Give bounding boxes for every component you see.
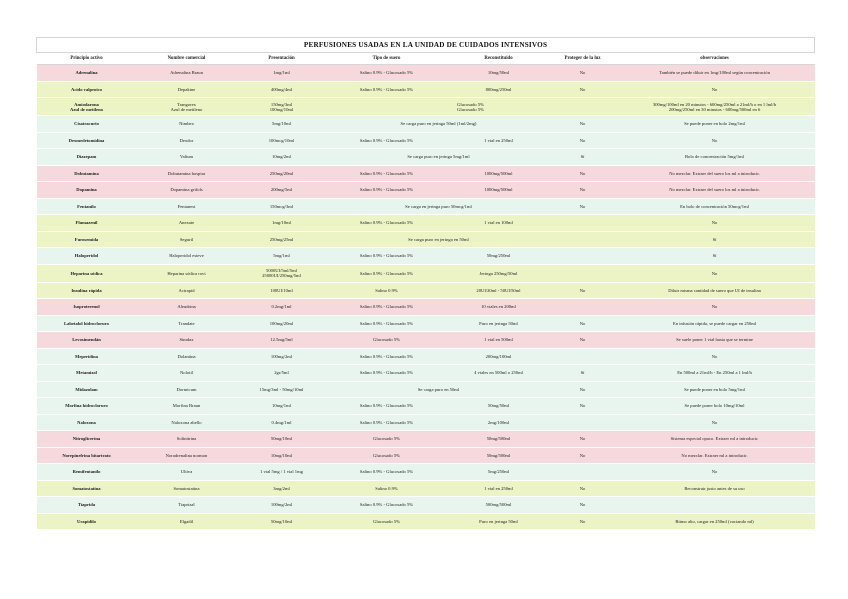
- cell-presentacion: 3mg/2ml: [237, 480, 327, 497]
- cell-proteger-luz: No: [551, 480, 615, 497]
- cell-nombre-comercial: Noradrenalina normon: [137, 447, 237, 464]
- cell-principio-activo: Heparina sódica: [37, 264, 137, 282]
- cell-principio-activo: Tiaprida: [37, 497, 137, 514]
- table-row: [37, 231, 815, 248]
- cell-tipo-suero: Salino 0.9% - Glucosado 5%: [327, 398, 447, 415]
- cell-tipo-suero: Se carga puro en jeringa 5mg/1ml: [327, 149, 551, 166]
- cell-tipo-suero: Salino 0.9% - Glucosado 5%: [327, 215, 447, 232]
- cell-principio-activo: Fentanilo: [37, 198, 137, 215]
- cell-reconstituido: 50mg/50ml: [447, 398, 551, 415]
- cell-presentacion: 250mg/20ml: [237, 165, 327, 182]
- table-row: [37, 65, 815, 82]
- table-row: [37, 365, 815, 382]
- cell-tipo-suero: Salino 0.9% - Glucosado 5%: [327, 464, 447, 481]
- column-header-nombre: Nombre comercial: [137, 53, 237, 65]
- cell-proteger-luz: [551, 299, 615, 316]
- cell-presentacion-line: 150mg/3ml: [270, 101, 293, 107]
- cell-reconstituido: 10mg/50ml: [447, 65, 551, 82]
- cell-observaciones: Ritmo alto, cargar en 250ml (vaciando ml): [615, 513, 815, 530]
- cell-principio-activo: Acido valproico: [37, 81, 137, 98]
- cell-presentacion: 100mcg/10ml: [237, 132, 327, 149]
- cell-proteger-luz: Sí: [551, 365, 615, 382]
- cell-proteger-luz: No: [551, 332, 615, 349]
- cell-observaciones: También se puede diluir en 1mg/100ml según concentración: [615, 65, 815, 82]
- cell-principio-activo: Diazepam: [37, 149, 137, 166]
- cell-presentacion: 10mg/2ml: [237, 149, 327, 166]
- cell-nombre-comercial: Solinitrina: [137, 431, 237, 448]
- cell-proteger-luz: No: [551, 81, 615, 98]
- table-row: [37, 182, 815, 199]
- column-header-reconstituido: Reconstituido: [447, 53, 551, 65]
- cell-principio-activo: Meperidina: [37, 348, 137, 365]
- table-title: PERFUSIONES USADAS EN LA UNIDAD DE CUIDADOS INTENSIVOS: [37, 38, 815, 53]
- cell-proteger-luz: No: [551, 497, 615, 514]
- cell-observaciones: Se puede poner en bolo 5mg/1ml: [615, 381, 815, 398]
- cell-tipo-suero: Se carga puro en jeringa en 50ml: [327, 231, 551, 248]
- table-row: [37, 132, 815, 149]
- cell-nombre-comercial: Dopamina grifols: [137, 182, 237, 199]
- cell-tipo-suero: Salino 0.9% - Glucosado 5%: [327, 365, 447, 382]
- cell-principio-activo: Dopamina: [37, 182, 137, 199]
- cell-nombre-comercial: Somatostatina: [137, 480, 237, 497]
- cell-reconstituido: 1 vial en 250ml: [447, 480, 551, 497]
- cell-reconstituido: Puro en jeringa 50ml: [447, 513, 551, 530]
- column-header-suero: Tipo de suero: [327, 53, 447, 65]
- cell-tipo-suero: Glucosado 5%: [327, 447, 447, 464]
- table-row: [37, 198, 815, 215]
- cell-principio-activo: Adrenalina: [37, 65, 137, 82]
- cell-observaciones: [615, 98, 815, 116]
- cell-principio-activo: Naloxona: [37, 414, 137, 431]
- cell-observaciones: No: [615, 215, 815, 232]
- cell-principio-activo: Insulina rápida: [37, 282, 137, 299]
- cell-nombre-comercial: Actrapid: [137, 282, 237, 299]
- table-row: [37, 81, 815, 98]
- cell-nombre-comercial: Tiaprizal: [137, 497, 237, 514]
- cell-presentacion-line: 5000UI/5ml/5ml: [266, 268, 297, 273]
- cell-principio-activo: Flumazenil: [37, 215, 137, 232]
- table-row: [37, 447, 815, 464]
- cell-tipo-suero: Salino 0.9% - Glucosado 5%: [327, 165, 447, 182]
- cell-tipo-suero: Se carga en jeringa puro 50mcg/1ml: [327, 198, 551, 215]
- table-row: [37, 282, 815, 299]
- cell-reconstituido: 200mg/100ml: [447, 348, 551, 365]
- table-row: [37, 332, 815, 349]
- table-row: [37, 315, 815, 332]
- cell-proteger-luz: No: [551, 116, 615, 133]
- cell-proteger-luz: No: [551, 65, 615, 82]
- cell-proteger-luz: No: [551, 132, 615, 149]
- cell-proteger-luz: No: [551, 447, 615, 464]
- table-row: [37, 398, 815, 415]
- table-row: [37, 497, 815, 514]
- cell-presentacion: 200mg/5ml: [237, 182, 327, 199]
- table-row: [37, 513, 815, 530]
- cell-observaciones: [615, 497, 815, 514]
- cell-nombre-comercial: Aleudrina: [137, 299, 237, 316]
- cell-nombre-comercial-line: Trangorex: [177, 101, 196, 107]
- cell-presentacion: [237, 98, 327, 116]
- cell-nombre-comercial: Nimbex: [137, 116, 237, 133]
- cell-presentacion: 5mg/10ml: [237, 116, 327, 133]
- cell-nombre-comercial: Seguril: [137, 231, 237, 248]
- cell-nombre-comercial: Haloperidol esteve: [137, 248, 237, 265]
- cell-presentacion: 100mg/2ml: [237, 348, 327, 365]
- cell-tipo-suero: Salino 0.9% - Glucosado 5%: [327, 248, 447, 265]
- table-row: [37, 381, 815, 398]
- table-row: [37, 414, 815, 431]
- table-row: [37, 348, 815, 365]
- cell-observaciones: Reconstruir justo antes de su uso: [615, 480, 815, 497]
- cell-reconstituido: 10 viales en 200ml: [447, 299, 551, 316]
- cell-reconstituido: 50mg/250ml: [447, 248, 551, 265]
- cell-presentacion: [237, 264, 327, 282]
- cell-principio-activo: Morfina hidrocloruro: [37, 398, 137, 415]
- cell-reconstituido: Jeringa 250mg/50ml: [447, 264, 551, 282]
- cell-presentacion: 50mg/10ml: [237, 431, 327, 448]
- cell-observaciones: En 500ml a 21ml/h - En 250ml a 1 lml/h: [615, 365, 815, 382]
- cell-nombre-comercial: Naloxona abello: [137, 414, 237, 431]
- cell-tipo-suero: Salino 0.9% - Glucosado 5%: [327, 264, 447, 282]
- cell-principio-activo-line: Azul de metileno: [70, 106, 103, 112]
- cell-observaciones: Sistema especial opaco. Extraer ml a introducir.: [615, 431, 815, 448]
- cell-tipo-suero-line: Glucosado 5%: [457, 106, 484, 112]
- cell-tipo-suero: Salino 0.9% - Glucosado 5%: [327, 81, 447, 98]
- cell-principio-activo: Norepinefrina bitartrato: [37, 447, 137, 464]
- cell-presentacion: 0.4mg/1ml: [237, 414, 327, 431]
- cell-tipo-suero: Se carga puro en 50ml: [327, 381, 551, 398]
- cell-nombre-comercial: Dormicum: [137, 381, 237, 398]
- cell-presentacion: 1mg/10ml: [237, 215, 327, 232]
- cell-reconstituido: 1000mg/500ml: [447, 165, 551, 182]
- cell-proteger-luz: [551, 231, 615, 248]
- cell-observaciones: No: [615, 132, 815, 149]
- cell-reconstituido: 1000mg/500ml: [447, 182, 551, 199]
- cell-reconstituido: 1 vial en 100ml: [447, 215, 551, 232]
- cell-observaciones: En infusión rápida, se puede cargar en 250ml: [615, 315, 815, 332]
- cell-reconstituido: 500mg/500ml: [447, 497, 551, 514]
- cell-principio-activo: Furosemida: [37, 231, 137, 248]
- cell-observaciones: No: [615, 414, 815, 431]
- cell-principio-activo-line: Amiodarona: [74, 101, 99, 107]
- cell-nombre-comercial: Trandate: [137, 315, 237, 332]
- cell-presentacion: 400mg/4ml: [237, 81, 327, 98]
- cell-presentacion: 10mg/1ml: [237, 398, 327, 415]
- cell-proteger-luz: [551, 348, 615, 365]
- cell-tipo-suero-line: Glucosado 5%: [457, 101, 484, 107]
- perfusion-table-sheet: [36, 37, 814, 530]
- cell-proteger-luz: [551, 264, 615, 282]
- cell-principio-activo: Haloperidol: [37, 248, 137, 265]
- table-row: [37, 248, 815, 265]
- column-header-principio: Principio activo: [37, 53, 137, 65]
- cell-nombre-comercial: Adrenalina Braun: [137, 65, 237, 82]
- table-row: [37, 431, 815, 448]
- cell-nombre-comercial: [137, 98, 237, 116]
- cell-reconstituido: Puro en jeringa 50ml: [447, 315, 551, 332]
- cell-reconstituido: 50mg/500ml: [447, 431, 551, 448]
- cell-observaciones: No mezclar. Extraer ml a introducir.: [615, 447, 815, 464]
- table-row: [37, 264, 815, 282]
- cell-presentacion: 100mg/20ml: [237, 315, 327, 332]
- cell-presentacion-line: 25000UI/250mg/5ml: [262, 273, 301, 278]
- cell-tipo-suero: Salino 0.9% - Glucosado 5%: [327, 315, 447, 332]
- cell-tipo-suero: Salino 0.9% - Glucosado 5%: [327, 348, 447, 365]
- cell-observaciones: Se suele poner 1 vial hasta que se termine: [615, 332, 815, 349]
- cell-nombre-comercial: Simdax: [137, 332, 237, 349]
- cell-reconstituido: 5mg/250ml: [447, 464, 551, 481]
- cell-presentacion: 100UI/10ml: [237, 282, 327, 299]
- cell-principio-activo: Midazolam: [37, 381, 137, 398]
- cell-tipo-suero: Salino 0.9% - Glucosado 5%: [327, 182, 447, 199]
- cell-observaciones: No: [615, 264, 815, 282]
- table-row: [37, 116, 815, 133]
- cell-presentacion: 5mg/1ml: [237, 248, 327, 265]
- cell-proteger-luz: No: [551, 282, 615, 299]
- cell-tipo-suero: [327, 98, 615, 116]
- cell-observaciones: Diluir misma cantidad de suero que UI de insulina: [615, 282, 815, 299]
- cell-nombre-comercial: Ultiva: [137, 464, 237, 481]
- cell-observaciones: No: [615, 299, 815, 316]
- cell-nombre-comercial: Morfina Braun: [137, 398, 237, 415]
- cell-proteger-luz: No: [551, 381, 615, 398]
- cell-presentacion: 1 vial 5mg / 1 vial 1mg: [237, 464, 327, 481]
- cell-observaciones-line: 200mg/250ml en 30 minutos - 600mg/500ml en 6: [668, 106, 761, 112]
- cell-proteger-luz: [551, 215, 615, 232]
- table-body: [37, 65, 815, 530]
- cell-presentacion: 50mg/10ml: [237, 513, 327, 530]
- cell-principio-activo: Dobutamina: [37, 165, 137, 182]
- cell-tipo-suero: Salino 0.9% - Glucosado 5%: [327, 299, 447, 316]
- cell-observaciones: No: [615, 464, 815, 481]
- cell-observaciones: No mezclar. Extraer del suero los ml a introducir.: [615, 182, 815, 199]
- cell-observaciones: Se puede poner en bolo 2mg/1ml: [615, 116, 815, 133]
- cell-proteger-luz: No: [551, 315, 615, 332]
- cell-observaciones: No mezclar. Extraer del suero los ml a introducir.: [615, 165, 815, 182]
- cell-nombre-comercial: Anexate: [137, 215, 237, 232]
- table-row: [37, 98, 815, 116]
- cell-reconstituido: 800mg/250ml: [447, 81, 551, 98]
- cell-nombre-comercial: Dobutamina hospira: [137, 165, 237, 182]
- cell-reconstituido: 1 vial en 500ml: [447, 332, 551, 349]
- table-row: [37, 215, 815, 232]
- cell-presentacion: 0.2mg/1ml: [237, 299, 327, 316]
- cell-observaciones: Sí: [615, 231, 815, 248]
- cell-observaciones: No: [615, 81, 815, 98]
- cell-principio-activo: Labetalol hidrocloruro: [37, 315, 137, 332]
- cell-presentacion: 2gr/5ml: [237, 365, 327, 382]
- cell-tipo-suero: Salino 0.9% - Glucosado 5%: [327, 497, 447, 514]
- cell-reconstituido: 20UI/20ml - 50UI/50ml: [447, 282, 551, 299]
- cell-tipo-suero: Salino 0.9%: [327, 480, 447, 497]
- cell-observaciones: En bolo de concentración 50mcg/1ml: [615, 198, 815, 215]
- cell-tipo-suero: Glucosado 5%: [327, 332, 447, 349]
- table-row: [37, 480, 815, 497]
- cell-observaciones-line: 300mg/100ml en 20 minutos - 600mg/250ml a 21ml/h o en 1 lml/h: [652, 101, 777, 107]
- cell-principio-activo: Levosimendán: [37, 332, 137, 349]
- cell-tipo-suero: Salino 0.9%: [327, 282, 447, 299]
- cell-proteger-luz: No: [551, 182, 615, 199]
- cell-principio-activo: Nitroglicerina: [37, 431, 137, 448]
- perfusion-table: [36, 37, 815, 530]
- cell-presentacion: 250mg/25ml: [237, 231, 327, 248]
- cell-principio-activo: Remifentanilo: [37, 464, 137, 481]
- cell-observaciones: No: [615, 348, 815, 365]
- cell-principio-activo: Cisatracurio: [37, 116, 137, 133]
- cell-proteger-luz: [551, 248, 615, 265]
- column-header-luz: Proteger de la luz: [551, 53, 615, 65]
- cell-principio-activo: Isoproterenol: [37, 299, 137, 316]
- cell-presentacion: 15mg/3ml - 50mg/10ml: [237, 381, 327, 398]
- column-header-presentacion: Presentación: [237, 53, 327, 65]
- cell-proteger-luz: No: [551, 165, 615, 182]
- cell-nombre-comercial: Fentanest: [137, 198, 237, 215]
- cell-tipo-suero: Salino 0.9% - Glucosado 5%: [327, 414, 447, 431]
- table-row: [37, 299, 815, 316]
- cell-nombre-comercial: Valium: [137, 149, 237, 166]
- cell-proteger-luz: No: [551, 513, 615, 530]
- cell-tipo-suero: Se carga puro en jeringa 50ml (1ml/2mg): [327, 116, 551, 133]
- cell-observaciones: Sí: [615, 248, 815, 265]
- cell-principio-activo: Metamizol: [37, 365, 137, 382]
- cell-nombre-comercial: Dolantina: [137, 348, 237, 365]
- table-row: [37, 149, 815, 166]
- cell-nombre-comercial: Heparina sódica rovi: [137, 264, 237, 282]
- cell-observaciones: Bolo de concentración 5mg/1ml: [615, 149, 815, 166]
- cell-reconstituido: 1 vial en 250ml: [447, 132, 551, 149]
- cell-proteger-luz: No: [551, 431, 615, 448]
- table-row: [37, 464, 815, 481]
- cell-tipo-suero: Salino 0.9% - Glucosado 5%: [327, 132, 447, 149]
- cell-principio-activo: Somatostatina: [37, 480, 137, 497]
- cell-tipo-suero: Glucosado 5%: [327, 513, 447, 530]
- cell-observaciones: Se puede poner bolo 10mg/10ml: [615, 398, 815, 415]
- cell-principio-activo: Dexmedetomidina: [37, 132, 137, 149]
- cell-tipo-suero: Glucosado 5%: [327, 431, 447, 448]
- cell-nombre-comercial-line: Azul de metileno: [170, 106, 203, 112]
- cell-presentacion: 12.5mg/5ml: [237, 332, 327, 349]
- cell-reconstituido: 50mg/500ml: [447, 447, 551, 464]
- cell-proteger-luz: [551, 414, 615, 431]
- cell-principio-activo: [37, 98, 137, 116]
- cell-presentacion: 100mg/2ml: [237, 497, 327, 514]
- cell-proteger-luz: [551, 464, 615, 481]
- cell-proteger-luz: No: [551, 398, 615, 415]
- cell-nombre-comercial: Depakine: [137, 81, 237, 98]
- cell-proteger-luz: No: [551, 198, 615, 215]
- cell-presentacion: 10mg/10ml: [237, 447, 327, 464]
- cell-presentacion-line: 100mg/10ml: [269, 106, 294, 112]
- table-row: [37, 165, 815, 182]
- cell-nombre-comercial: Dexdor: [137, 132, 237, 149]
- cell-tipo-suero: Salino 0.9% - Glucosado 5%: [327, 65, 447, 82]
- cell-reconstituido: 4 viales en 500ml o 250ml: [447, 365, 551, 382]
- cell-reconstituido: 2mg/100ml: [447, 414, 551, 431]
- cell-nombre-comercial: Nolotil: [137, 365, 237, 382]
- cell-nombre-comercial: Elgadil: [137, 513, 237, 530]
- cell-presentacion: 150mcg/3ml: [237, 198, 327, 215]
- column-header-observaciones: observaciones: [615, 53, 815, 65]
- cell-proteger-luz: Sí: [551, 149, 615, 166]
- cell-presentacion: 1mg/1ml: [237, 65, 327, 82]
- cell-principio-activo: Urapidilo: [37, 513, 137, 530]
